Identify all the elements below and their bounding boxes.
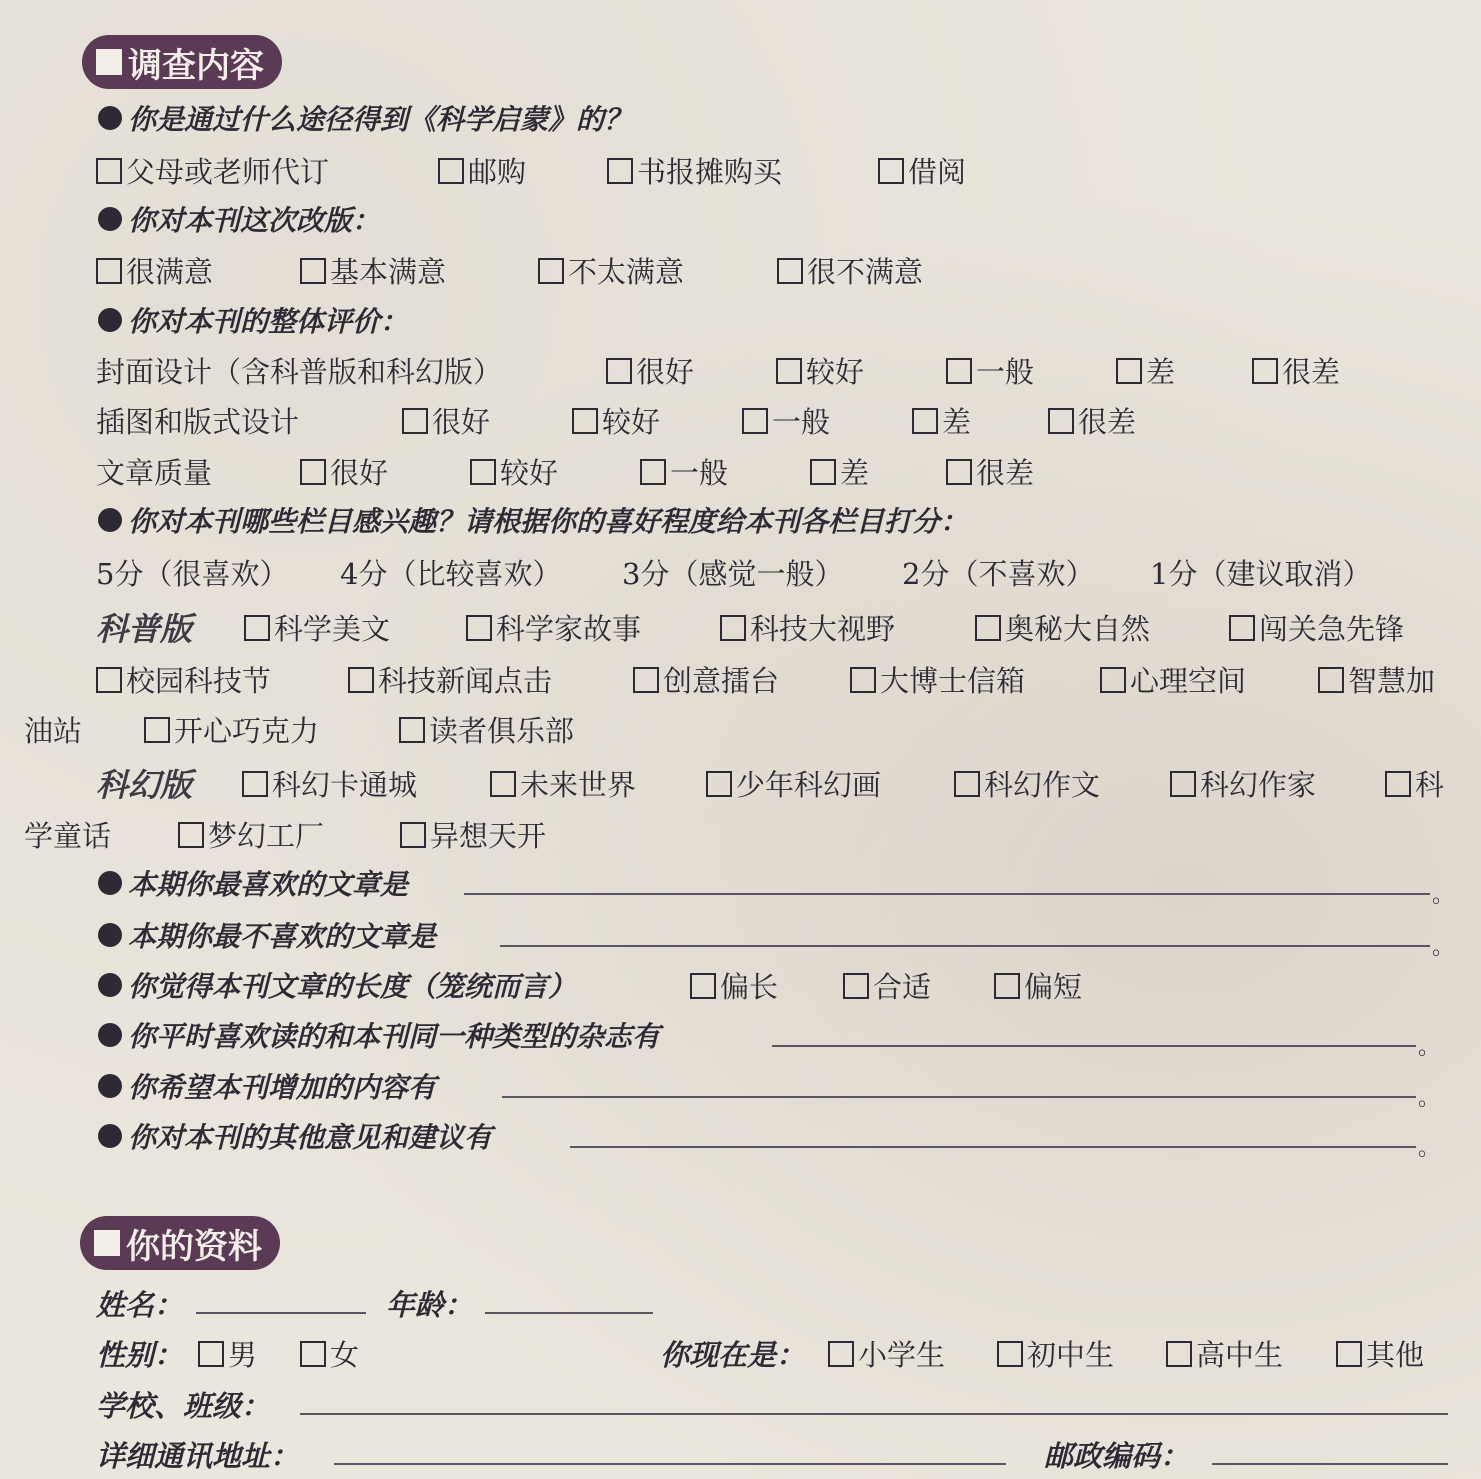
section-title: 调查内容 — [128, 45, 264, 86]
question-text: 你希望本刊增加的内容有 — [128, 1071, 437, 1104]
option-checkbox[interactable] — [994, 965, 1082, 1006]
option-label: 差 — [1146, 355, 1176, 389]
column-checkbox[interactable] — [96, 659, 271, 700]
checkbox-icon[interactable] — [1252, 358, 1278, 384]
zip-field[interactable] — [1212, 1463, 1448, 1465]
option-label: 智慧加 — [1348, 664, 1436, 698]
school-label: 学校、班级： — [96, 1389, 271, 1423]
column-checkbox[interactable] — [348, 659, 552, 700]
checkbox-icon[interactable] — [706, 771, 732, 797]
question-text: 你对本刊这次改版： — [128, 204, 381, 237]
option-label: 心理空间 — [1130, 664, 1247, 698]
status-option[interactable] — [1166, 1333, 1283, 1374]
checkbox-icon[interactable] — [466, 615, 492, 641]
column-checkbox[interactable] — [178, 814, 324, 855]
checkbox-icon[interactable] — [997, 1341, 1023, 1367]
question-9 — [98, 1063, 436, 1109]
checkbox-icon[interactable] — [144, 717, 170, 743]
option-checkbox[interactable] — [810, 451, 869, 492]
section-title: 你的资料 — [126, 1226, 262, 1267]
option-label: 未来世界 — [520, 768, 637, 802]
option-checkbox[interactable] — [776, 350, 864, 391]
checkbox-icon[interactable] — [1116, 358, 1142, 384]
section-header-profile — [80, 1216, 280, 1270]
option-checkbox[interactable] — [96, 150, 329, 191]
question-5 — [98, 860, 408, 906]
question-text: 你觉得本刊文章的长度（笼统而言） — [128, 970, 577, 1003]
option-checkbox[interactable] — [640, 451, 728, 492]
question-text: 你平时喜欢读的和本刊同一种类型的杂志有 — [128, 1020, 661, 1053]
scale-item: 4分（比较喜欢） — [340, 557, 562, 591]
checkbox-icon[interactable] — [1229, 615, 1255, 641]
option-label: 一般 — [772, 405, 831, 439]
checkbox-icon[interactable] — [572, 408, 598, 434]
period-mark: 。 — [1418, 1136, 1441, 1161]
option-label: 较好 — [500, 456, 559, 490]
option-label: 科技新闻点击 — [378, 664, 553, 698]
question-6 — [98, 912, 436, 958]
checkbox-icon[interactable] — [300, 459, 326, 485]
status-label: 你现在是： — [660, 1338, 806, 1372]
option-label: 合适 — [873, 970, 932, 1004]
checkbox-icon[interactable] — [348, 667, 374, 693]
option-label: 书报摊购买 — [637, 155, 783, 189]
bullet-icon — [98, 1023, 122, 1047]
checkbox-icon[interactable] — [538, 258, 564, 284]
option-checkbox[interactable] — [843, 965, 931, 1006]
checkbox-icon[interactable] — [96, 158, 122, 184]
checkbox-icon[interactable] — [490, 771, 516, 797]
option-checkbox[interactable] — [912, 400, 971, 441]
bullet-icon — [98, 923, 122, 947]
wrapped-text: 学童话 — [24, 819, 112, 853]
option-label: 很好 — [330, 456, 389, 490]
gender-option[interactable] — [198, 1333, 257, 1374]
checkbox-icon[interactable] — [244, 615, 270, 641]
option-label: 很不满意 — [807, 255, 924, 289]
option-checkbox[interactable] — [300, 451, 388, 492]
question-2 — [98, 196, 380, 242]
option-label: 科幻作家 — [1200, 768, 1317, 802]
checkbox-icon[interactable] — [1048, 408, 1074, 434]
option-label: 其他 — [1366, 1338, 1425, 1372]
option-label: 父母或老师代订 — [126, 155, 330, 189]
option-checkbox[interactable] — [1116, 350, 1175, 391]
question-7 — [98, 962, 576, 1008]
question-3 — [98, 297, 408, 343]
checkbox-icon[interactable] — [946, 358, 972, 384]
gender-label: 性别： — [96, 1338, 184, 1372]
option-checkbox[interactable] — [470, 451, 558, 492]
option-checkbox[interactable] — [300, 250, 446, 291]
option-checkbox[interactable] — [572, 400, 660, 441]
option-checkbox[interactable] — [438, 150, 526, 191]
gender-option[interactable] — [300, 1333, 359, 1374]
checkbox-icon[interactable] — [850, 667, 876, 693]
option-label: 女 — [330, 1338, 360, 1372]
option-label: 差 — [840, 456, 870, 490]
age-field[interactable] — [485, 1312, 653, 1314]
column-checkbox[interactable] — [1100, 659, 1246, 700]
scale-item: 5分（很喜欢） — [96, 557, 289, 591]
option-checkbox[interactable] — [742, 400, 830, 441]
column-checkbox[interactable] — [706, 763, 881, 804]
checkbox-icon[interactable] — [742, 408, 768, 434]
scale-item: 1分（建议取消） — [1150, 557, 1372, 591]
checkbox-icon[interactable] — [470, 459, 496, 485]
option-label: 科幻作文 — [984, 768, 1101, 802]
checkbox-icon[interactable] — [96, 258, 122, 284]
rating-row-label: 封面设计（含科普版和科幻版） — [96, 355, 503, 389]
name-label: 姓名： — [96, 1288, 184, 1322]
option-label: 很好 — [636, 355, 695, 389]
status-option[interactable] — [1336, 1333, 1424, 1374]
option-label: 开心巧克力 — [174, 714, 320, 748]
checkbox-icon[interactable] — [975, 615, 1001, 641]
bullet-icon — [98, 308, 122, 332]
option-checkbox[interactable] — [96, 250, 213, 291]
checkbox-icon[interactable] — [1166, 1341, 1192, 1367]
option-checkbox[interactable] — [690, 965, 778, 1006]
option-label: 偏短 — [1024, 970, 1083, 1004]
option-label: 很差 — [976, 456, 1035, 490]
question-text: 本期你最喜欢的文章是 — [128, 868, 409, 901]
scale-item: 3分（感觉一般） — [622, 557, 844, 591]
checkbox-icon[interactable] — [242, 771, 268, 797]
option-label: 读者俱乐部 — [429, 714, 575, 748]
bullet-icon — [98, 1074, 122, 1098]
option-label: 很满意 — [126, 255, 214, 289]
age-label: 年龄： — [386, 1288, 474, 1322]
zip-label: 邮政编码： — [1044, 1439, 1190, 1473]
option-checkbox[interactable] — [402, 400, 490, 441]
checkbox-icon[interactable] — [1100, 667, 1126, 693]
option-label: 大博士信箱 — [880, 664, 1026, 698]
option-label: 很好 — [432, 405, 491, 439]
option-label: 邮购 — [468, 155, 527, 189]
question-text: 本期你最不喜欢的文章是 — [128, 920, 437, 953]
question-text: 你对本刊的整体评价： — [128, 305, 409, 338]
column-checkbox[interactable] — [399, 709, 574, 750]
column-checkbox[interactable] — [1170, 763, 1316, 804]
column-checkbox[interactable] — [850, 659, 1025, 700]
checkbox-icon[interactable] — [178, 822, 204, 848]
option-label: 科学家故事 — [496, 612, 642, 646]
checkbox-icon[interactable] — [198, 1341, 224, 1367]
checkbox-icon[interactable] — [300, 1341, 326, 1367]
checkbox-icon[interactable] — [776, 358, 802, 384]
square-icon — [94, 1230, 120, 1256]
option-label: 科学美文 — [274, 612, 391, 646]
option-checkbox[interactable] — [538, 250, 684, 291]
checkbox-icon[interactable] — [399, 717, 425, 743]
option-checkbox[interactable] — [946, 451, 1034, 492]
option-label: 男 — [228, 1338, 258, 1372]
checkbox-icon[interactable] — [633, 667, 659, 693]
option-label: 较好 — [806, 355, 865, 389]
answer-line[interactable] — [464, 893, 1430, 895]
option-label: 一般 — [976, 355, 1035, 389]
answer-line[interactable] — [502, 1096, 1416, 1098]
checkbox-icon[interactable] — [607, 158, 633, 184]
checkbox-icon[interactable] — [946, 459, 972, 485]
option-checkbox[interactable] — [878, 150, 966, 191]
checkbox-icon[interactable] — [777, 258, 803, 284]
option-checkbox[interactable] — [607, 150, 782, 191]
option-label: 科技大视野 — [750, 612, 896, 646]
question-4 — [98, 497, 968, 543]
bullet-icon — [98, 207, 122, 231]
answer-line[interactable] — [500, 945, 1430, 947]
checkbox-icon[interactable] — [720, 615, 746, 641]
name-field[interactable] — [196, 1312, 366, 1314]
rating-row-label: 插图和版式设计 — [96, 405, 300, 439]
column-checkbox[interactable] — [242, 763, 417, 804]
period-mark: 。 — [1418, 1035, 1441, 1060]
question-10 — [98, 1113, 492, 1159]
checkbox-icon[interactable] — [994, 973, 1020, 999]
address-field[interactable] — [334, 1463, 1006, 1465]
option-label: 校园科技节 — [126, 664, 272, 698]
square-icon — [96, 49, 122, 75]
checkbox-icon[interactable] — [1170, 771, 1196, 797]
option-label: 初中生 — [1027, 1338, 1115, 1372]
option-label: 闯关急先锋 — [1259, 612, 1405, 646]
rating-row-label: 文章质量 — [96, 456, 213, 490]
option-checkbox[interactable] — [1252, 350, 1340, 391]
option-label: 很差 — [1282, 355, 1341, 389]
option-label: 科 — [1415, 768, 1445, 802]
option-label: 基本满意 — [330, 255, 447, 289]
option-label: 奥秘大自然 — [1005, 612, 1151, 646]
option-label: 一般 — [670, 456, 729, 490]
column-checkbox[interactable] — [1385, 763, 1444, 804]
bullet-icon — [98, 871, 122, 895]
scale-item: 2分（不喜欢） — [902, 557, 1095, 591]
option-label: 小学生 — [858, 1338, 946, 1372]
option-label: 不太满意 — [568, 255, 685, 289]
bullet-icon — [98, 1124, 122, 1148]
status-option[interactable] — [828, 1333, 945, 1374]
option-label: 偏长 — [720, 970, 779, 1004]
checkbox-icon[interactable] — [400, 822, 426, 848]
option-label: 差 — [942, 405, 972, 439]
option-checkbox[interactable] — [606, 350, 694, 391]
column-checkbox[interactable] — [244, 607, 390, 648]
column-checkbox[interactable] — [720, 607, 895, 648]
question-text: 你是通过什么途径得到《科学启蒙》的？ — [128, 103, 633, 136]
column-checkbox[interactable] — [633, 659, 779, 700]
checkbox-icon[interactable] — [1336, 1341, 1362, 1367]
option-label: 异想天开 — [430, 819, 547, 853]
status-option[interactable] — [997, 1333, 1114, 1374]
kehuan-label: 科幻版 — [96, 766, 193, 804]
period-mark: 。 — [1418, 1086, 1441, 1111]
column-checkbox[interactable] — [400, 814, 546, 855]
period-mark: 。 — [1432, 883, 1455, 908]
section-header-survey — [82, 35, 282, 89]
column-checkbox[interactable] — [975, 607, 1150, 648]
checkbox-icon[interactable] — [690, 973, 716, 999]
checkbox-icon[interactable] — [1318, 667, 1344, 693]
option-checkbox[interactable] — [946, 350, 1034, 391]
question-1 — [98, 95, 632, 141]
column-checkbox[interactable] — [954, 763, 1100, 804]
school-field[interactable] — [300, 1413, 1448, 1415]
bullet-icon — [98, 508, 122, 532]
option-checkbox[interactable] — [1048, 400, 1136, 441]
option-label: 很差 — [1078, 405, 1137, 439]
column-checkbox[interactable] — [144, 709, 319, 750]
period-mark: 。 — [1432, 935, 1455, 960]
option-label: 较好 — [602, 405, 661, 439]
column-checkbox[interactable] — [466, 607, 641, 648]
checkbox-icon[interactable] — [843, 973, 869, 999]
column-checkbox[interactable] — [490, 763, 636, 804]
checkbox-icon[interactable] — [912, 408, 938, 434]
checkbox-icon[interactable] — [96, 667, 122, 693]
question-text: 你对本刊的其他意见和建议有 — [128, 1121, 493, 1154]
checkbox-icon[interactable] — [954, 771, 980, 797]
option-label: 借阅 — [908, 155, 967, 189]
option-label: 科幻卡通城 — [272, 768, 418, 802]
checkbox-icon[interactable] — [1385, 771, 1411, 797]
option-label: 高中生 — [1196, 1338, 1284, 1372]
option-label: 少年科幻画 — [736, 768, 882, 802]
column-checkbox[interactable] — [1318, 659, 1435, 700]
option-checkbox[interactable] — [777, 250, 923, 291]
checkbox-icon[interactable] — [878, 158, 904, 184]
address-label: 详细通讯地址： — [96, 1439, 300, 1473]
option-label: 梦幻工厂 — [208, 819, 325, 853]
checkbox-icon[interactable] — [640, 459, 666, 485]
question-text: 你对本刊哪些栏目感兴趣？请根据你的喜好程度给本刊各栏目打分： — [128, 505, 969, 538]
kepu-label: 科普版 — [96, 610, 193, 648]
bullet-icon — [98, 973, 122, 997]
checkbox-icon[interactable] — [810, 459, 836, 485]
bullet-icon — [98, 106, 122, 130]
answer-line[interactable] — [570, 1146, 1416, 1148]
wrapped-text: 油站 — [24, 714, 83, 748]
checkbox-icon[interactable] — [606, 358, 632, 384]
answer-line[interactable] — [772, 1045, 1416, 1047]
column-checkbox[interactable] — [1229, 607, 1404, 648]
option-label: 创意擂台 — [663, 664, 780, 698]
checkbox-icon[interactable] — [828, 1341, 854, 1367]
question-8 — [98, 1012, 660, 1058]
checkbox-icon[interactable] — [438, 158, 464, 184]
checkbox-icon[interactable] — [300, 258, 326, 284]
checkbox-icon[interactable] — [402, 408, 428, 434]
